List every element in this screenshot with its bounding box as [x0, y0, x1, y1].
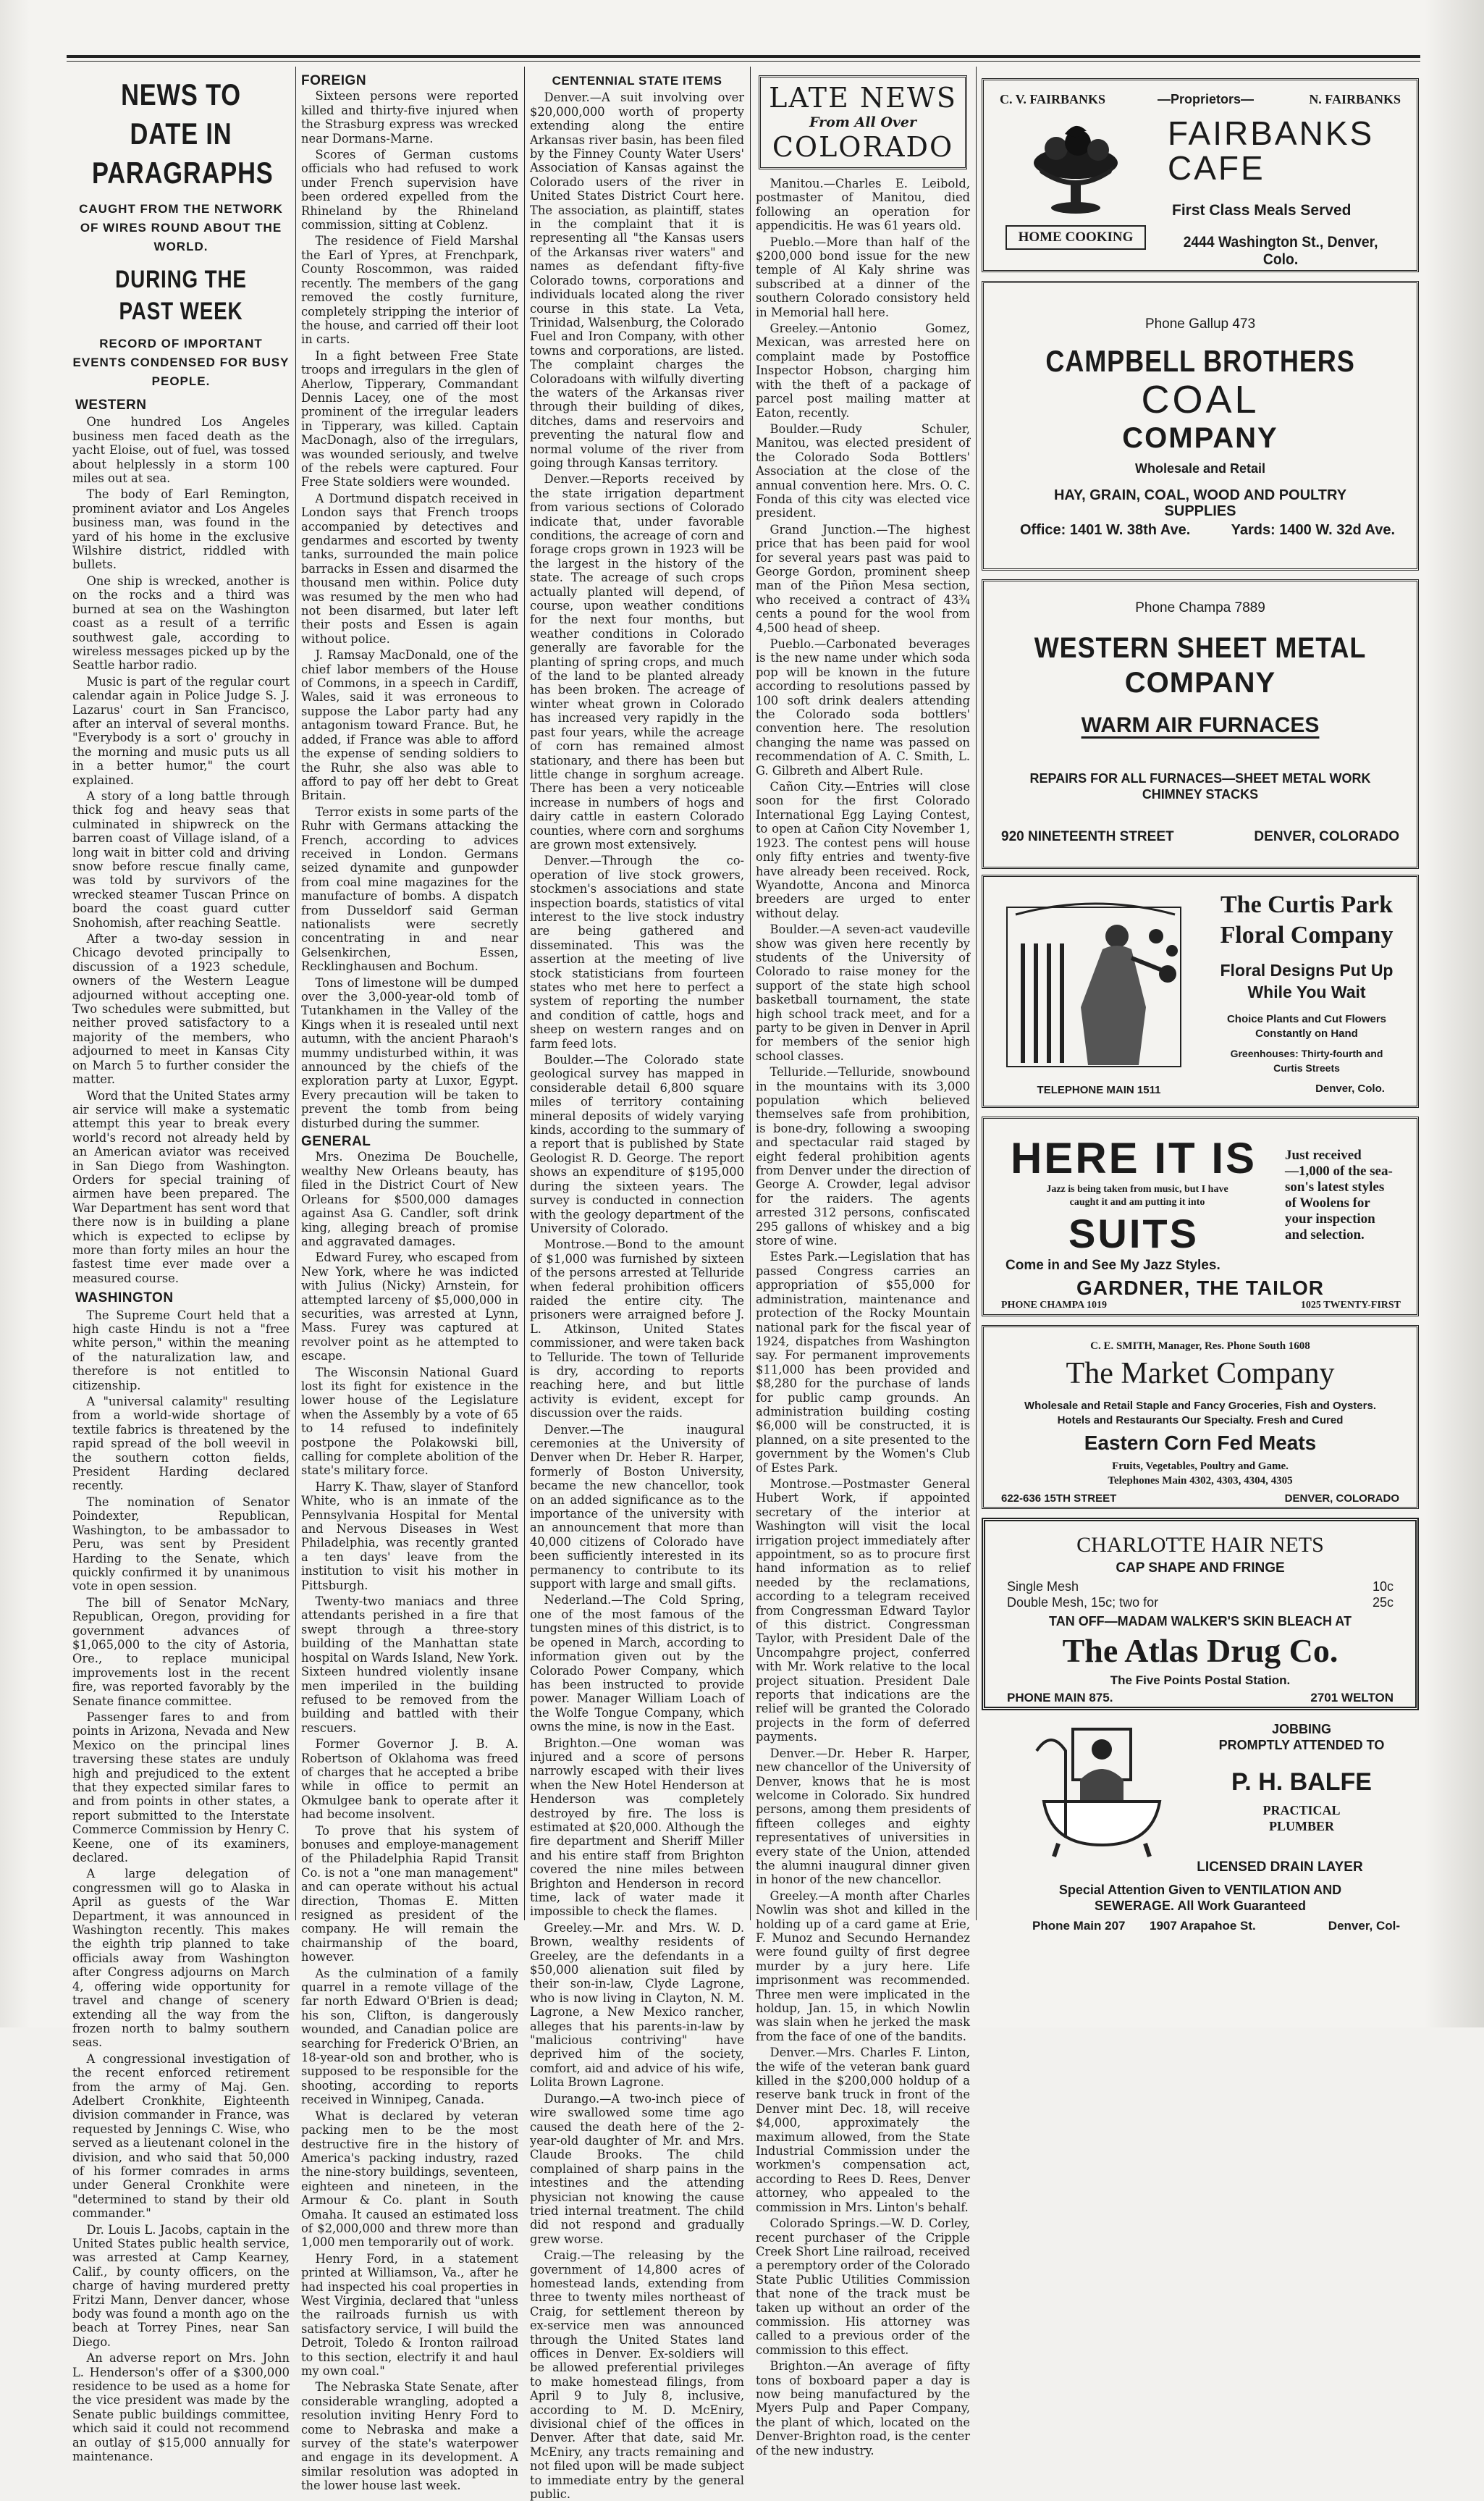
florist-woman-illustration [1001, 893, 1189, 1075]
news-paragraph: Harry K. Thaw, slayer of Stanford White, who is an inmate of the Pennsylvania Hospital for Mental and Nervous Diseases in West Philadelphia, was recently granted a ten days' leave from the institution to visit his mother in Pittsburgh. [301, 1479, 518, 1592]
jazz-line2: caught it and am putting it into [1069, 1197, 1205, 1208]
general-paragraphs [301, 1150, 518, 2492]
jazz-line1: Jazz is being taken from music, but I have [1046, 1184, 1228, 1195]
news-paragraph: As the culmination of a family quarrel in a remote village of the far north Edward O'Brien is dead; his son, Clifton, is dangerously wounded, and Canadian police are searching for Frederick O'Brien, an 18-year-old son and brother, who is supposed to be responsible for the shooting, according to reports received in Winnipeg, Canada. [301, 1966, 518, 2107]
news-paragraph: After a two-day session in Chicago devoted principally to discussion of a 1923 schedule, owners of the Western League adjourned without accepting one. Two schedules were submitted, but neither proved satisfactory to a majority of the members, who adjourned to meet in Kansas City on March 5 to further consider the matter. [72, 932, 290, 1087]
promptly-attended: PROMPTLY ATTENDED TO [1218, 1738, 1385, 1752]
news-paragraph: The nomination of Senator Poindexter, Republican, Washington, to be ambassador to Peru, was sent by President Harding to the Senate, which quickly confirmed it by unanimous vote in open session. [72, 1495, 290, 1594]
western-street: 920 NINETEENTH STREET [1001, 829, 1174, 844]
news-paragraph: Tons of limestone will be dumped over the 3,000-year-old tomb of Tutankhamen in the Valley of the Kings when it is resealed until next autumn, with the ancient Pharaoh's mummy undisturbed within, it was announced by the chiefs of the exploration party at Luxor, Egypt. Every precaution will be taken to prevent the tomb from being disturbed during the summer. [301, 975, 518, 1130]
repairs-line2: CHIMNEY STACKS [1142, 787, 1259, 802]
news-paragraph: Mrs. Onezima De Bouchelle, wealthy New Orleans beauty, has filed in the District Court of New Orleans for $500,000 damages against Asa G. Candler, soft drink king, alleging breach of promise and aggravated damages. [301, 1150, 518, 1248]
news-paragraph: Boulder.—Rudy Schuler, Manitou, was elected president of the Colorado Soda Bottlers' Association at the close of the annual convention here. Mrs. O. C. Fonda of this city was elected vice president. [756, 421, 970, 521]
market-city: DENVER, COLORADO [1284, 1492, 1399, 1505]
curtis-city: Denver, Colo. [1315, 1083, 1385, 1095]
news-paragraph: Grand Junction.—The highest price that has been paid for wool for several years past was paid to George Gordon, prominent sheep man of the Piñon Mesa section, who received a contract of 43¾ cents a pound for the wool from 4,500 head of sheep. [756, 522, 970, 635]
market-sub1: Wholesale and Retail Staple and Fancy Groceries, Fish and Oysters. [1024, 1400, 1376, 1412]
news-paragraph: Former Governor J. B. A. Robertson of Oklahoma was freed of charges that he accepted a bribe while in office to permit an Okmulgee bank to operate after it had become insolvent. [301, 1737, 518, 1822]
campbell-name: CAMPBELL BROTHERS [1045, 344, 1355, 378]
news-paragraph: Word that the United States army air service will make a systematic attempt this year to break every world's record not already held by an American aviator was received in San Diego from Washington. Orders for special training of airmen have been prepared. The War Department has sent word that there now is in building a plane which is expected to eclipse by more than forty miles an hour the fastest time ever made over a measured course. [72, 1088, 290, 1285]
section-general: GENERAL [301, 1134, 371, 1150]
news-paragraph: Denver.—The inaugural ceremonies at the University of Denver when Dr. Heber R. Harper, formerly of Boston University, became the new chancellor, took on an added significance as to the importance of the university with an announcement that more than 40,000 citizens of Colorado have been sufficiently interested in its permanency to contribute to its support with large and small gifts. [530, 1422, 744, 1592]
warm-air-furnaces: WARM AIR FURNACES [1081, 713, 1320, 737]
special-attention-1: Special Attention Given to VENTILATION AND [1058, 1883, 1342, 1897]
news-paragraph: A story of a long battle through thick fog and heavy seas that culminated in shipwreck on the barren coast of Village island, of a long wait in bitter cold and driving snow before rescue finally came, was told by survivors of the wrecked steamer Tuscan Prince on board the coast guard cutter Snohomish, after reaching Seattle. [72, 789, 290, 930]
top-rule-thin [67, 61, 1420, 62]
campbell-phone: Phone Gallup 473 [1144, 316, 1256, 332]
news-paragraph: Telluride.—Telluride, snowbound in the mountains with its 3,000 population which believed themselves safe from prohibition, is bone-dry, following a swooping and spectacular raid staged by eight federal prohibition agents from Denver under the direction of George A. Crowder, legal advisor for the raiders. The agents arrested 312 persons, confiscated 295 gallons of whiskey and a big store of wine. [756, 1065, 970, 1248]
ad-curtis-park-floral [982, 875, 1419, 1108]
come-in-see: Come in and See My Jazz Styles. [1006, 1258, 1220, 1273]
coal-name: COAL [1141, 378, 1260, 421]
received-line: your inspection [1285, 1211, 1375, 1227]
received-line: son's latest styles [1285, 1180, 1385, 1195]
ad-fairbanks-cafe [982, 78, 1419, 272]
news-paragraph: Music is part of the regular court calendar again in Police Judge S. J. Lazarus' court in San Francisco, after an interval of several months. "Everybody is a sort o' grouchy in the morning and music puts us all in a better humor," the court explained. [72, 674, 290, 787]
owner-cv-fairbanks: C. V. FAIRBANKS [1000, 92, 1106, 106]
news-paragraph: Greeley.—Mr. and Mrs. W. D. Brown, wealthy residents of Greeley, are the defendants in a $50,000 alienation suit filed by their son-in-law, Clyde Lagrone, who is now living in Clayton, N. M. Lagrone, a New Mexico rancher, alleges that his parents-in-law by "malicious contriving" have deprived him of the society, comfort, aid and advice of his wife, Lolita Brown Lagrone. [530, 1920, 744, 2090]
eastern-corn-fed-meats: Eastern Corn Fed Meats [1084, 1432, 1317, 1454]
news-paragraph: In a fight between Free State troops and irregulars in the glen of Aherlow, Tipperary, Commandant Dennis Lacey, one of the most prominent of the irregular leaders in Tipperary, was killed. Captain MacDonagh, also of the irregulars, was wounded seriously, and twelve of the rebels were captured. Four Free State soldiers were wounded. [301, 348, 518, 489]
news-paragraph: Greeley.—A month after Charles Nowlin was shot and killed in the holding up of a card game at Erie, F. Munoz and Secundo Hernandez were found guilty of first degree murder by a jury here. Life imprisonment was recommended. Three men were implicated in the holdup, Jan. 15, in which Nowlin was slain when he jerked the mask from the face of one of the bandits. [756, 1888, 970, 2043]
western-paragraphs [72, 415, 290, 1285]
news-paragraph: Boulder.—A seven-act vaudeville show was given here recently by students of the University of Colorado to raise money for the support of the state high school basketball tournament, the state high school track meet, and for a party to be given in Denver in April for members of the senior high school classes. [756, 922, 970, 1063]
five-points-station: The Five Points Postal Station. [1110, 1673, 1291, 1687]
owner-n-fairbanks: N. FAIRBANKS [1309, 92, 1401, 106]
curtis-name2: Floral Company [1220, 922, 1394, 949]
market-fruits: Fruits, Vegetables, Poultry and Game. [1112, 1460, 1289, 1472]
column-rule [750, 67, 751, 1920]
news-paragraph: Montrose.—Bond to the amount of $1,000 was furnished by sixteen of the persons arrested at Telluride when federal prohibition officers raided the entire city. The prisoners were arraigned before J. L. Atkinson, United States commissioner, and were taken back to Telluride. The town of Telluride is dry, according to reports reaching here, and but little activity is evident, except for discussion over the raids. [530, 1237, 744, 1421]
constantly-on-hand: Constantly on Hand [1255, 1027, 1358, 1040]
news-paragraph: The residence of Field Marshal the Earl of Ypres, at Frenchpark, County Roscommon, was raided recently. The members of the gang removed the costly furniture, completely stripping the interior of the house, and carried off their loot in carts. [301, 234, 518, 347]
market-street: 622-636 15TH STREET [1001, 1492, 1117, 1505]
market-sub2: Hotels and Restaurants Our Specialty. Fresh and Cured [1057, 1414, 1344, 1426]
cap-shape-fringe: CAP SHAPE AND FRINGE [1116, 1560, 1285, 1576]
curtis-streets: Curtis Streets [1273, 1062, 1340, 1074]
news-paragraph: The body of Earl Remington, prominent aviator and Los Angeles business man, was found in the yard of his home in the exclusive Wilshire district, riddled with bullets. [72, 487, 290, 572]
fairbanks-name: FAIRBANKS [1168, 114, 1375, 152]
news-paragraph: Montrose.—Postmaster General Hubert Work, if appointed secretary of the interior at Washington will visit the local irrigation project immediately after appointment, so as to procure first hand information as to relief needed by the reclamations, according to a telegram received from Congressman Edward Taylor of this district. Congressman Taylor, with President Dale of the Uncompahgre project, conferred with Mr. Work relative to the local project situation. President Dale reports that indications are the relief will be granted the Colorado projects in the form of deferred payments. [756, 1476, 970, 1744]
market-manager: C. E. SMITH, Manager, Res. Phone South 1608 [1090, 1340, 1310, 1352]
campbell-yards: Yards: 1400 W. 32d Ave. [1231, 522, 1395, 538]
ad-ph-balfe [982, 1719, 1419, 1936]
news-paragraph: J. Ramsay MacDonald, one of the chief labor members of the House of Commons, in a speech in Cardiff, Wales, said it was erroneous to suppose the Labor party had any antagonism toward France. But, he added, if France was able to afford the expense of sending soldiers to the Ruhr, she also was able to afford to pay off her debt to Great Britain. [301, 648, 518, 803]
news-paragraph: A Dortmund dispatch received in London says that French troops accompanied by detectives and gendarmes and escorted by twenty tanks, surrounded the main police barracks in Essen and disarmed the thousand men within. Police duty was resumed by the men who had not been disarmed, but later left their posts and Essen is again without police. [301, 491, 518, 646]
news-paragraph: What is declared by veteran packing men to be the most destructive fire in the history of America's packing industry, razed the nine-story buildings, seventeen, eighteen and nineteen, in the Armour & Co. plant in South Omaha. It caused an estimated loss of $2,000,000 and threw more than 1,000 men temporarily out of work. [301, 2109, 518, 2250]
floral-designs: Floral Designs Put Up [1220, 961, 1394, 980]
atlas-drug-name: The Atlas Drug Co. [1062, 1632, 1338, 1669]
market-telephones: Telephones Main 4302, 4303, 4304, 4305 [1108, 1475, 1293, 1487]
here-it-is: HERE IT IS [1010, 1134, 1257, 1182]
late-news-box [759, 75, 967, 169]
top-rule [67, 55, 1420, 58]
news-paragraph: Durango.—A two-inch piece of wire swallowed some time ago caused the death here of the 2-year-old daughter of Mr. and Mrs. Claude Brooks. The child complained of sharp pains in the intestines and the attending physician not knowing the cause tried internal treatment. The child did not respond and gradually grew worse. [530, 2091, 744, 2246]
fruit-bowl-illustration [1021, 118, 1130, 219]
news-paragraph: Denver.—Reports received by the state irrigation department from various sections of Colorado indicate that, under favorable conditions, the acreage of corn and forage crops grown in 1923 will be the largest in the history of the state. The acreage of such crops actually planted will depend, of course, upon weather conditions for the next four months, but weather conditions in Colorado generally are favorable for the planting of spring crops, and much of the land to be planted already has been broken. The acreage of winter wheat grown in Colorado has increased very rapidly in the past four years, while the acreage of corn has remained almost stationary, and there has been but little change in sorghum acreage. There has been a very noticeable increase in numbers of hogs and dairy cattle in eastern Colorado counties, where corn and sorghums are grown most extensively. [530, 472, 744, 852]
foreign-paragraphs [301, 89, 518, 1130]
ad-market-company [982, 1325, 1419, 1509]
news-paragraph: Nederland.—The Cold Spring, one of the most famous of the tungsten mines of this district, is to be opened in March, according to information given out by the Colorado Power Company, which has been instructed to provide power. Manager William Loach of the Wolfe Tongue Company, which owns the mine, is now in the East. [530, 1593, 744, 1734]
news-paragraph: Denver.—Dr. Heber R. Harper, new chancellor of the University of Denver, knows that he is most welcome in Colorado. Six hundred persons, among them presidents of fifteen colleges and eighty representatives of universities in every state of the Union, attended the alumni inaugural dinner given in honor of the new chancellor. [756, 1746, 970, 1887]
double-mesh: Double Mesh, 15c; two for [1007, 1595, 1159, 1610]
news-paragraph: The Wisconsin National Guard lost its fight for existence in the lower house of the Legislature when the Assembly by a vote of 65 to 14 refused to indefinitely postpone the Polakowski bill, calling for complete abolition of the state's military force. [301, 1365, 518, 1478]
western-city: DENVER, COLORADO [1254, 829, 1399, 844]
fairbanks-address: 2444 Washington St., Denver, Colo. [1183, 234, 1378, 268]
news-paragraph: Pueblo.—More than half of the $200,000 bond issue for the new temple of Al Kaly shrine was subscribed at a dinner of the southern Colorado consistory held in Memorial hall here. [756, 235, 970, 319]
news-paragraph: Scores of German customs officials who had refused to work under French supervision have been ordered expelled from the Rhineland by the Rhineland commission, sitting at Coblenz. [301, 148, 518, 232]
column-1 [72, 72, 290, 2464]
double-mesh-price: 25c [1372, 1595, 1394, 1610]
goods-line1: HAY, GRAIN, COAL, WOOD AND POULTRY [1053, 487, 1347, 503]
repairs-line1: REPAIRS FOR ALL FURNACES—SHEET METAL WORK [1029, 771, 1371, 786]
news-paragraph: Passenger fares to and from points in Arizona, Nevada and New Mexico on the principal lines traversing these states are unduly high and prejudiced to the extent that they expected similar fares to and from points in other states, a report submitted to the Interstate Commerce Commission by Henry C. Keene, one of its examiners, declared. [72, 1710, 290, 1865]
tan-off: TAN OFF—MADAM WALKER'S SKIN BLEACH AT [1049, 1614, 1352, 1628]
special-attention-2: SEWERAGE. All Work Guaranteed [1094, 1899, 1307, 1913]
section-foreign: FOREIGN [301, 73, 367, 88]
deck-record-of-events: RECORD OF IMPORTANT EVENTS CONDENSED FOR BUSY PEOPLE. [72, 337, 290, 388]
campbell-office: Office: 1401 W. 38th Ave. [1020, 522, 1191, 538]
cafe-name: CAFE [1168, 149, 1265, 187]
news-paragraph: Estes Park.—Legislation that has passed Congress carries an appropriation of $55,000 for administration, maintenance and protection of the Rocky Mountain national park for the fiscal year of 1924, dispatches from Washington say. For permanent improvements $11,000 has been provided and $8,280 for the purchase of lands for public camp grounds. An administration building costing $6,000 will be constructed, it is planned, on a site presented to the government by the Women's Club of Estes Park. [756, 1250, 970, 1475]
column-rule [295, 67, 296, 1920]
received-line: of Woolens for [1285, 1195, 1370, 1211]
washington-paragraphs [72, 1308, 290, 2464]
section-western: WESTERN [75, 398, 147, 413]
ad-western-sheet-metal [982, 579, 1419, 869]
news-paragraph: Brighton.—One woman was injured and a score of persons narrowly escaped with their lives when the New Hotel Henderson at Henderson was completely destroyed by fire. The loss is estimated at $20,000. Although the fire department and Sheriff Miller and his entire staff from Brighton covered the nine miles between Brighton and Henderson in record time, lack of water made it impossible to check the flames. [530, 1736, 744, 1919]
column-rule [524, 67, 525, 1920]
gardner-address: 1025 TWENTY-FIRST [1300, 1300, 1401, 1311]
deck-caught-from-network: CAUGHT FROM THE NETWORK OF WIRES ROUND ABOUT THE WORLD. [79, 202, 283, 253]
news-paragraph: Twenty-two maniacs and three attendants perished in a fire that swept through a three-story building of the Manhattan state hospital on Wards Island, New York. Sixteen hundred violently insane men imperiled in the building refused to be removed from the building and battled with their rescuers. [301, 1594, 518, 1735]
while-you-wait: While You Wait [1247, 983, 1366, 1001]
news-paragraph: The Nebraska State Senate, after considerable wrangling, adopted a resolution inviting Henry Ford to come to Nebraska and make a survey of the state's waterpower and engage in its development. A similar resolution was adopted in the lower house last week. [301, 2380, 518, 2493]
charlotte-hair-nets: CHARLOTTE HAIR NETS [1076, 1533, 1324, 1557]
column-2 [301, 72, 518, 2493]
atlas-address: 2701 WELTON [1310, 1691, 1394, 1705]
greenhouses: Greenhouses: Thirty-fourth and [1230, 1048, 1383, 1059]
market-name: The Market Company [1066, 1357, 1335, 1390]
just-received-block [1285, 1148, 1415, 1243]
section-centennial-state-items: CENTENNIAL STATE ITEMS [552, 74, 722, 88]
news-paragraph: Craig.—The releasing by the government of 14,800 acres of homestead lands, extending from three to twenty miles northeast of Craig, for settlement thereon by ex-service men was announced through the United States land offices in Denver. Ex-soldiers will be allowed preferential privileges to make homestead filings, from April 9 to July 8, inclusive, according to M. D. McEniry, divisional chief of the offices in Denver. After that date, said Mr. McEniry, any tracts remaining and not filed upon will be made subject to immediate entry by the general public. [530, 2248, 744, 2501]
balfe-address: 1907 Arapahoe St. [1150, 1919, 1256, 1933]
company-name: COMPANY [1122, 422, 1278, 454]
news-paragraph: Terror exists in some parts of the Ruhr with Germans attacking the French, according to advices received in London. Germans seized dynamite and gunpowder from coal mine magazines for the manufacture of bombs. A dispatch from Dusseldorf said German nationalists were secretly concentrating in and near Gelsenkirchen, Essen, Recklinghausen and Bochum. [301, 804, 518, 974]
news-paragraph: Denver.—A suit involving over $20,000,000 worth of property extending along the entire Arkansas river basin, has been filed by the Finney County Water Users' Association of Kansas against the Colorado users of the river in United States District Court here. The association, as plaintiff, states in the complaint that it is representing all "the Kansas users of the Arkansas river waters" and names as defendant fifty-five Colorado towns, corporations and individuals located along the river course in this state. La Veta, Trinidad, Walsenburg, the Colorado Fuel and Iron Company, with other towns and corporations, are listed. The complaint charges the Coloradoans with wilfully diverting the waters of the Arkansas river through their building of dikes, ditches, dams and reservoirs and preventing the natural flow and normal volume of the river from going through Kansas territory. [530, 91, 744, 470]
balfe-name: P. H. BALFE [1231, 1768, 1372, 1796]
western-name: WESTERN SHEET METAL [1034, 632, 1367, 664]
news-paragraph: Denver.—Mrs. Charles F. Linton, the wife of the veteran bank guard killed in the $200,000 holdup of a reserve bank truck in front of the Denver mint Dec. 18, will receive $4,000, approximately the maximum allowed, from the State Industrial Commission under the workmen's compensation act, according to Rees D. Rees, Denver attorney, who appealed to the commission in Mrs. Linton's behalf. [756, 2046, 970, 2214]
news-paragraph: Edward Furey, who escaped from New York, where he was indicted with Julius (Nicky) Arnstein, for attempted larceny of $5,000,000 in securities, was arrested at Lynn, Mass. Furey was captured at revolver point as he attempted to escape. [301, 1250, 518, 1363]
licensed-drain-layer: LICENSED DRAIN LAYER [1197, 1859, 1363, 1875]
news-paragraph: One ship is wrecked, another is on the rocks and a third was burned at sea on the Washington coast as a result of a terrific southwest gale, according to wireless messages picked up by the Seattle harbor radio. [72, 573, 290, 673]
received-line: —1,000 of the sea- [1285, 1164, 1393, 1179]
late-news-colorado: COLORADO [772, 131, 954, 163]
suits: SUITS [1068, 1211, 1199, 1256]
first-class-meals: First Class Meals Served [1172, 202, 1352, 219]
curtis-phone: TELEPHONE MAIN 1511 [1037, 1084, 1161, 1096]
news-paragraph: A large delegation of congressmen will go to Alaska in April as guests of the War Department, it was announced in Washington recently. This makes the eighth trip planned to take officials away from Washington after Congress adjourns on March 4, offering wide opportunity for travel and change of scenery extending all the way from the frozen north to balmy southern seas. [72, 1867, 290, 2050]
news-paragraph: Cañon City.—Entries will close soon for the first Colorado International Egg Laying Contest, to open at Cañon City November 1, 1923. The contest pens will house only fifty entries and twenty-five have already been received. Rock, Wyandotte, Ancona and Minorca breeders are urged to enter without delay. [756, 780, 970, 920]
news-paragraph: The Supreme Court held that a high caste Hindu is not a "free white person," within the meaning of the naturalization law, and therefore is not entitled to citizenship. [72, 1308, 290, 1392]
western-phone: Phone Champa 7889 [1135, 600, 1265, 615]
ad-campbell-brothers-coal [982, 281, 1419, 571]
curtis-name1: The Curtis Park [1220, 891, 1393, 918]
news-paragraph: Denver.—Through the co-operation of live stock growers, stockmen's associations and state inspection boards, statistics of vital interest to the live stock industry are being gathered and disseminated. This was the assertion at the meeting of live stock statisticians from fourteen states who met here to perfect a system of reporting the number and condition of cattle, hogs and sheep on western ranges and on farm feed lots. [530, 854, 744, 1051]
column-rule [976, 67, 977, 1920]
headline-during-past-week: DURING THE PAST WEEK [115, 266, 247, 325]
headline-news-to-date: NEWS TO DATE IN PARAGRAPHS [92, 77, 274, 190]
news-paragraph: To prove that his system of bonuses and employe-management of the Philadelphia Rapid Transit Co. is not a "one man management" and can operate without his actual direction, Thomas E. Mitten resigned as president of the company. He will remain the chairmanship of the board, however. [301, 1823, 518, 1964]
gardner-name: GARDNER, THE TAILOR [1076, 1277, 1325, 1299]
jobbing: JOBBING [1271, 1722, 1331, 1736]
ad-gardner-the-tailor [982, 1117, 1419, 1316]
news-paragraph: Henry Ford, in a statement printed at Williamson, Va., after he had inspected his coal properties in West Virginia, declared that "unless the railroads furnish us with satisfactory service, I will build the Detroit, Toledo & Ironton railroad to this section, electrify it and haul my own coal." [301, 2251, 518, 2378]
balfe-phone: Phone Main 207 [1032, 1919, 1126, 1933]
news-paragraph: Greeley.—Antonio Gomez, Mexican, was arrested here on complaint made by Postoffice Inspector Hobson, charging him with the theft of a package of parcel post mailing matter at Eaton, recently. [756, 321, 970, 420]
goods-line2: SUPPLIES [1164, 503, 1236, 519]
news-paragraph: Manitou.—Charles E. Leibold, postmaster of Manitou, died following an operation for appendicitis. He was 61 years old. [756, 177, 970, 233]
news-paragraph: Dr. Louis L. Jacobs, captain in the United States public health service, was arrested at Camp Kearney, Calif., by county officers, on the charge of having murdered pretty Fritzi Mann, Denver dancer, whose body was found a month ago on the beach at Torrey Pines, near San Diego. [72, 2222, 290, 2349]
atlas-phone: PHONE MAIN 875. [1007, 1691, 1113, 1705]
proprietors-label: —Proprietors— [1158, 92, 1255, 106]
wholesale-retail: Wholesale and Retail [1134, 461, 1266, 476]
single-mesh-price: 10c [1372, 1579, 1394, 1594]
received-line: and selection. [1285, 1227, 1365, 1243]
late-news-subtitle: From All Over [809, 114, 917, 130]
news-paragraph: Brighton.—An average of fifty tons of boxboard paper a day is now being manufactured by the Myers Pulp and Paper Company, the plant of which, located on the Denver-Brighton road, is the center of the new industry. [756, 2359, 970, 2458]
balfe-city: Denver, Col- [1328, 1919, 1400, 1933]
column-3 [530, 72, 744, 2501]
news-paragraph: One hundred Los Angeles business men faced death as the yacht Eloise, out of fuel, was tossed about helplessly in a storm 100 miles out at sea. [72, 415, 290, 486]
received-line: Just received [1285, 1148, 1362, 1163]
practical: PRACTICAL [1262, 1803, 1341, 1817]
news-paragraph: The bill of Senator McNary, Republican, Oregon, providing for government advances of $1,065,000 to the city of Astoria, Ore., to replace municipal improvements lost in the recent fire, was reported favorably by the Senate finance committee. [72, 1595, 290, 1708]
choice-plants: Choice Plants and Cut Flowers [1226, 1013, 1387, 1025]
bathtub-lady-illustration [1029, 1722, 1174, 1867]
news-paragraph: Boulder.—The Colorado state geological survey has mapped in considerable detail 6,800 square miles of territory containing mineral deposits of widely varying kinds, according to the summary of a report that is published by State Geologist R. D. George. The report shows an expenditure of $195,000 during the sixteen years. The survey is conducted in connection with the geology department of the University of Colorado. [530, 1053, 744, 1235]
section-washington: WASHINGTON [75, 1290, 174, 1306]
news-paragraph: A "universal calamity" resulting from a world-wide shortage of textile fabrics is threatened by the rapid spread of the boll weevil in the southern cotton fields, President Harding declared recently. [72, 1395, 290, 1493]
news-paragraph: Sixteen persons were reported killed and thirty-five injured when the Strasburg express was wrecked near Dormans-Marne. [301, 89, 518, 146]
western-company: COMPANY [1124, 667, 1276, 699]
single-mesh: Single Mesh [1007, 1579, 1079, 1594]
gardner-phone: PHONE CHAMPA 1019 [1001, 1300, 1107, 1311]
ad-atlas-drug [982, 1518, 1419, 1710]
home-cooking-box: HOME COOKING [1006, 225, 1146, 250]
plumber: PLUMBER [1269, 1819, 1334, 1833]
column-4 [756, 72, 970, 2458]
news-paragraph: Colorado Springs.—W. D. Corley, recent purchaser of the Cripple Creek Short Line railroad, received a peremptory order of the Colorado State Public Utilities Commission that none of the track must be taken up without an order of the commission. His attorney was called to a previous order of the commission to this effect. [756, 2216, 970, 2357]
news-paragraph: An adverse report on Mrs. John L. Henderson's offer of a $300,000 residence to be used as a home for the vice president was made by the Senate public buildings committee, which said it could not recommend an outlay of $15,000 annually for maintenance. [72, 2351, 290, 2464]
news-paragraph: Pueblo.—Carbonated beverages is the new name under which soda pop will be known in the future according to resolutions passed by 100 soft drink dealers attending the Colorado soda bottlers' convention here. The resolution changing the name was passed on recommendation of A. C. Smith, L. G. Gilbreth and Albert Rule. [756, 637, 970, 778]
news-paragraph: A congressional investigation of the recent enforced retirement from the army of Maj. Gen. Adelbert Cronkhite, Eighteenth division commander in France, was requested by Jennings C. Wise, who served as a lieutenant colonel in the division, and who said that 50,000 of his former comrades in arms under General Cronkhite were "determined to stand by their old commander." [72, 2051, 290, 2221]
late-news-title: LATE NEWS [769, 82, 957, 114]
